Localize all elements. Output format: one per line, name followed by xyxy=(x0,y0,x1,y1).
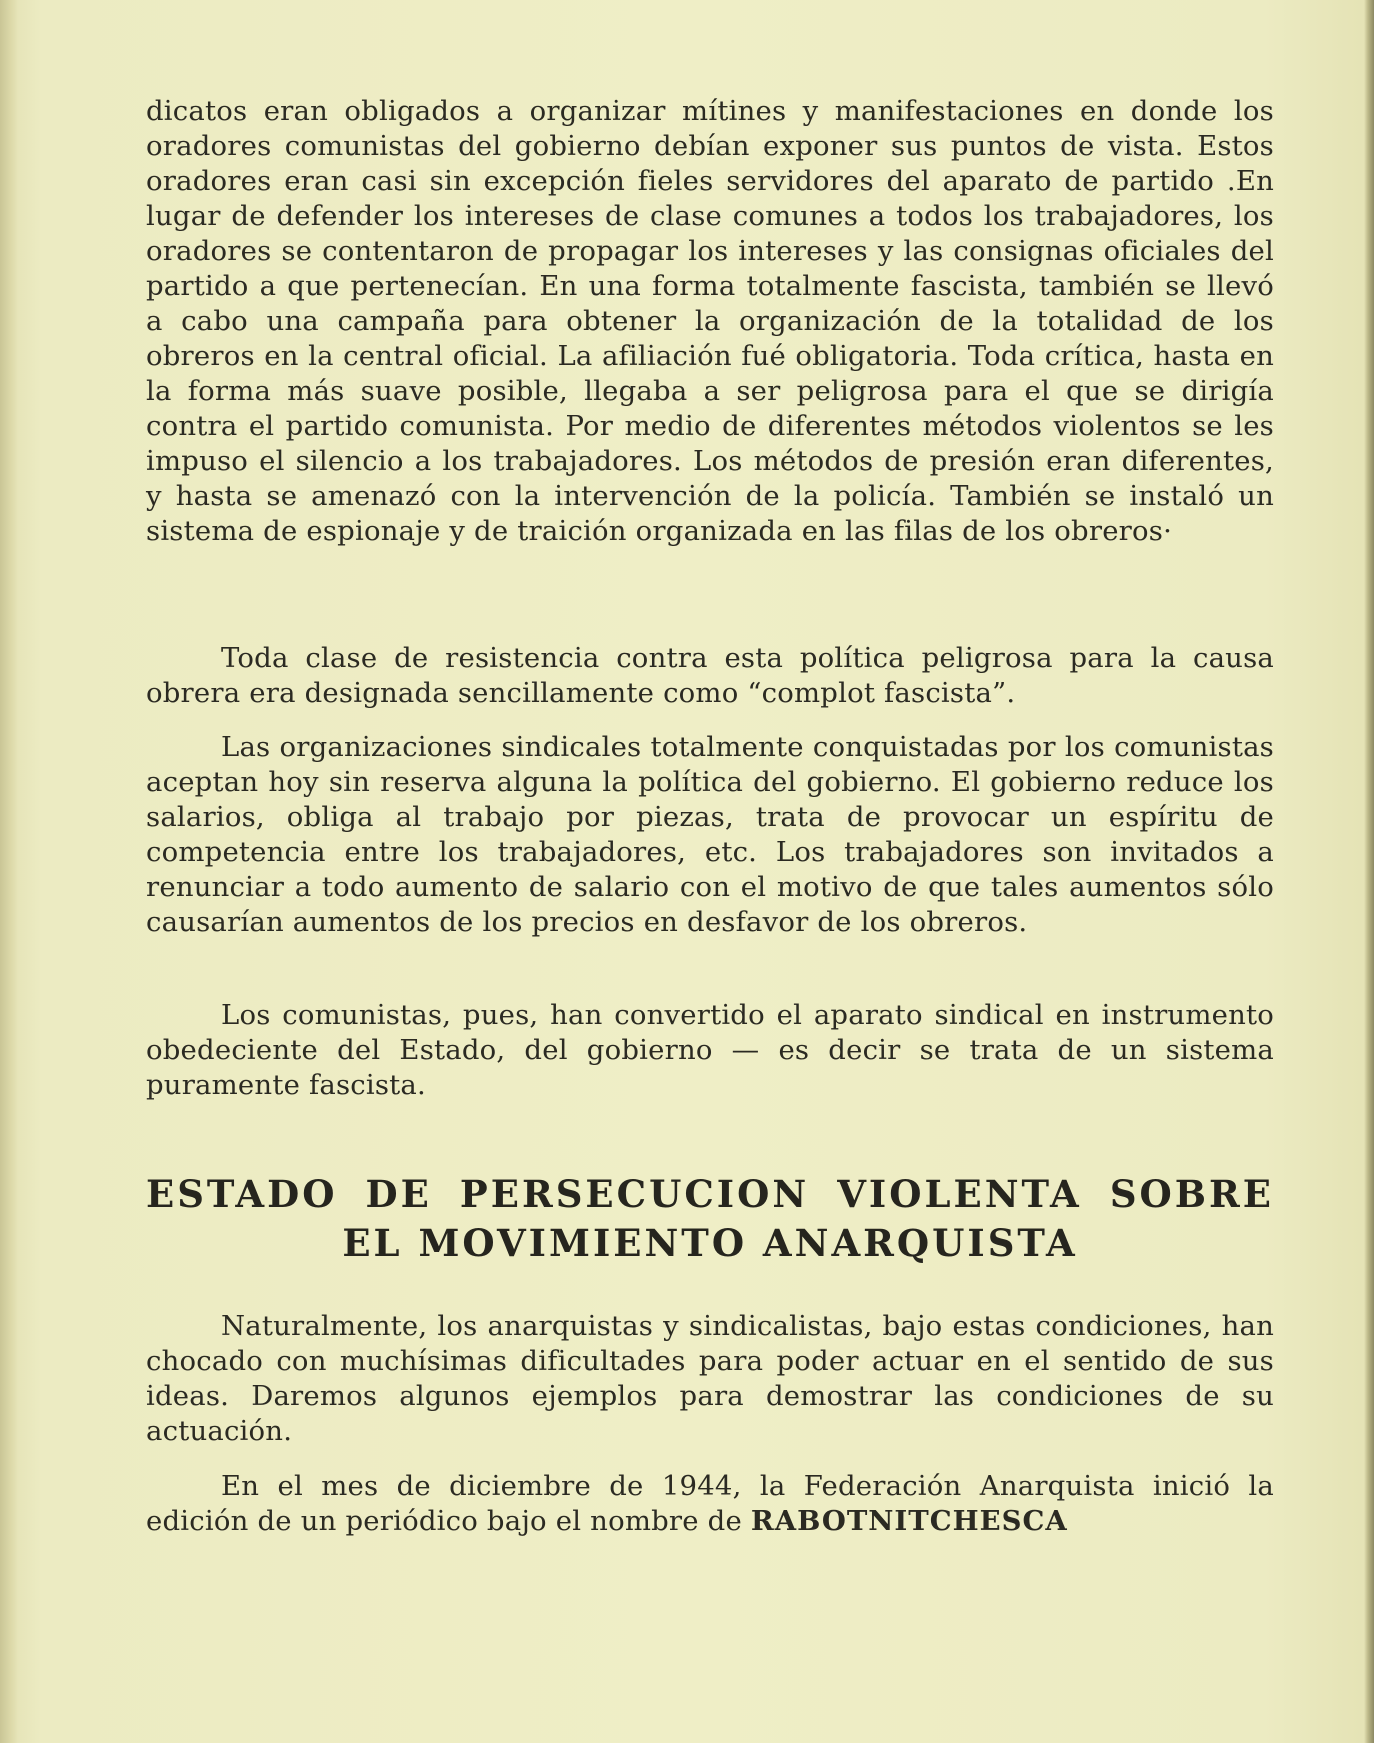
section-heading-line-2: EL MOVIMIENTO ANARQUISTA xyxy=(342,1221,1078,1265)
section-heading-line-1: ESTADO DE PERSECUCION VIOLENTA SOBRE xyxy=(146,1172,1274,1216)
paragraph-3-text: Las organizaciones sindicales totalmente conquistadas por los comunistas aceptan hoy sin reserva alguna la política del gobierno. El gobierno reduce los salarios, obliga al trabajo por piezas, trata de provocar un espíritu de competencia entre los trabajadores, etc. Los trabajadores son invitados a renunciar a todo aumento de salario con el motivo de que tales aumentos sólo causarían aumentos de los precios en desfavor de los obreros. xyxy=(146,731,1274,938)
paragraph-4 xyxy=(146,998,1274,1103)
paragraph-4-text: Los comunistas, pues, han convertido el aparato sindical en instrumento obedeciente del Estado, del gobierno — es decir se trata de un sistema puramente fascista. xyxy=(146,999,1274,1101)
paragraph-2-text: Toda clase de resistencia contra esta política peligrosa para la causa obrera era designada sencillamente como “complot fascista”. xyxy=(146,642,1274,709)
paragraph-6 xyxy=(146,1469,1274,1539)
paragraph-5 xyxy=(146,1309,1274,1449)
section-heading xyxy=(146,1170,1274,1268)
paragraph-3 xyxy=(146,730,1274,940)
paragraph-5-text: Naturalmente, los anarquistas y sindicalistas, bajo estas condiciones, han chocado con muchísimas dificultades para poder actuar en el sentido de sus ideas. Daremos algunos ejemplos para demostrar las condiciones de su actuación. xyxy=(146,1310,1274,1447)
paragraph-1-text: dicatos eran obligados a organizar mítines y manifestaciones en donde los oradores comunistas del gobierno debían exponer sus puntos de vista. Estos oradores eran casi sin excepción fieles servidores del aparato de partido .En lugar de defender los intereses de clase comunes a todos los trabajadores, los oradores se contentaron de propagar los intereses y las consignas oficiales del partido a que pertenecían. En una forma totalmente fascista, también se llevó a cabo una campaña para obtener la organización de la totalidad de los obreros en la central oficial. La afiliación fué obligatoria. Toda crítica, hasta en la forma más suave posible, llegaba a ser peligrosa para el que se dirigía contra el partido comunista. Por medio de diferentes métodos violentos se les impuso el silencio a los trabajadores. Los métodos de presión eran diferentes, y hasta se amenazó con la intervención de la policía. También se instaló un sistema de espionaje y de traición organizada en las filas de los obreros· xyxy=(146,95,1274,547)
paragraph-6-text xyxy=(146,1469,1274,1539)
page-right-edge xyxy=(1364,0,1374,1743)
paragraph-1 xyxy=(146,94,1274,549)
paragraph-2 xyxy=(146,641,1274,711)
paragraph-6-body: En el mes de diciembre de 1944, la Federación Anarquista inició la edición de un periódico bajo el nombre de xyxy=(146,1470,1274,1537)
page-left-shadow xyxy=(0,0,18,1743)
newspaper-name: RABOTNITCHESCA xyxy=(750,1505,1068,1537)
